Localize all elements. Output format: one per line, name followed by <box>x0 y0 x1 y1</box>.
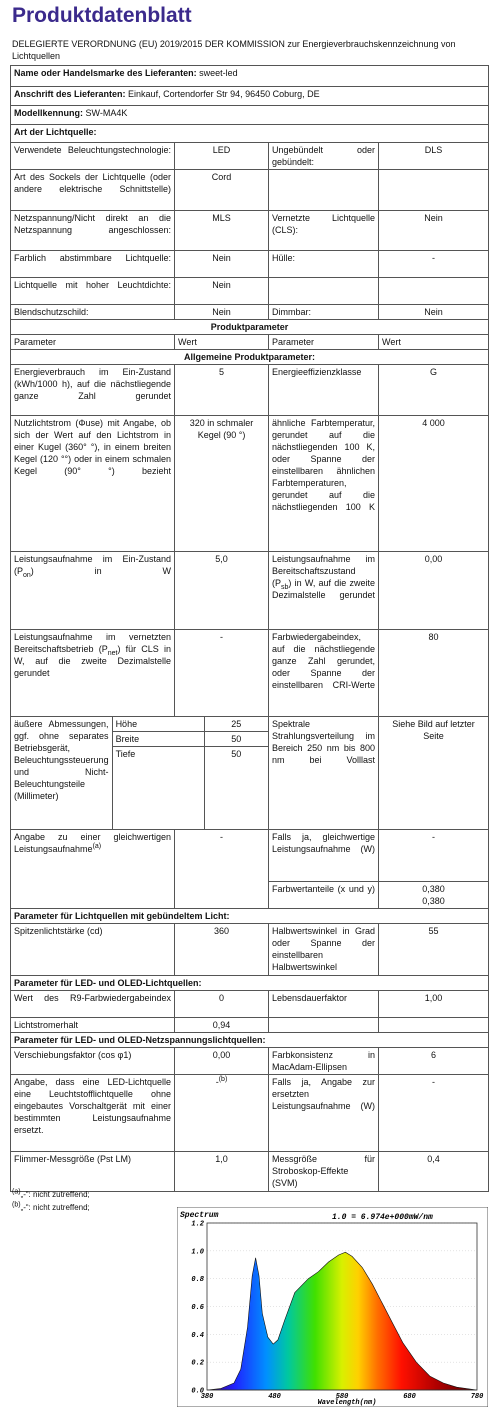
page-title: Produktdatenblatt <box>12 4 192 27</box>
supplier-name-row <box>11 66 489 87</box>
pnet-label-a: Leistungsaufnahme im vernetzten Bereitschaftsbetrieb (P <box>14 632 171 654</box>
maint-value: 0,94 <box>175 1018 269 1033</box>
socket-value: Cord <box>175 170 269 211</box>
r9-value: 0 <box>175 991 269 1018</box>
col-param-1: Parameter <box>11 335 175 350</box>
footnote-b <box>12 1201 90 1214</box>
section-led: Parameter für LED- und OLED-Lichtquellen: <box>11 976 489 991</box>
spectrum-y-tick: 0.0 <box>191 1387 204 1396</box>
tech-label: Verwendete Beleuchtungstechnologie: <box>11 143 175 170</box>
spectrum-x-tick: 780 <box>470 1393 484 1401</box>
footnote-a <box>12 1188 90 1201</box>
width-label: Breite <box>112 732 204 747</box>
section-params: Produktparameter <box>11 320 489 335</box>
peak-value: 360 <box>175 924 269 976</box>
equiv-label <box>11 830 175 909</box>
footnote-b-text: „-“: nicht zutreffend; <box>20 1203 90 1212</box>
section-art: Art der Lichtquelle: <box>11 125 489 143</box>
tech-value: LED <box>175 143 269 170</box>
energy-on-label: Energieverbrauch im Ein-Zustand (kWh/1000 h), auf die nächstliegende ganze Zahl gerundet <box>11 365 175 416</box>
equiv-value: - <box>175 830 269 909</box>
r9-label: Wert des R9-Farbwiedergabeindex <box>11 991 175 1018</box>
envelope-label: Hülle: <box>269 251 379 278</box>
footnotes <box>12 1188 90 1214</box>
spd-label: Spektrale Strahlungsverteilung im Bereich 250 nm bis 800 nm bei Volllast <box>269 717 379 830</box>
color-label: Farblich abstimmbare Lichtquelle: <box>11 251 175 278</box>
spectrum-xlabel: Wavelength(nm) <box>317 1399 377 1407</box>
model-label: Modellkennung: <box>14 108 83 118</box>
col-value-1: Wert <box>175 335 269 350</box>
pf-label: Verschiebungsfaktor (cos φ1) <box>11 1048 175 1075</box>
width-value: 50 <box>204 732 268 747</box>
pnet-value: - <box>175 630 269 717</box>
regulation-intro: DELEGIERTE VERORDNUNG (EU) 2019/2015 DER KOMMISSION zur Energieverbrauchskennzeichnung von Lichtquellen <box>12 39 456 61</box>
envelope-value: - <box>379 251 489 278</box>
chroma-y: 0,380 <box>422 896 445 906</box>
cri-label: Farbwiedergabeindex, auf die nächstliegende ganze Zahl gerundet, oder Spanne der einstellbaren CRI-Werte <box>269 630 379 717</box>
supplier-name-label: Name oder Handelsmarke des Lieferanten: <box>14 68 197 78</box>
footnote-b-mark: (b) <box>12 1201 21 1209</box>
glare-value: Nein <box>175 305 269 320</box>
depth-label: Tiefe <box>112 747 204 830</box>
dimensions-table <box>11 717 268 829</box>
energy-on-value: 5 <box>175 365 269 416</box>
maint-label: Lichtstromerhalt <box>11 1018 175 1033</box>
depth-value: 50 <box>231 749 242 759</box>
spectrum-label: Spectrum <box>180 1211 219 1220</box>
socket-label: Art des Sockels der Lichtquelle (oder andere elektrische Schnittstelle) <box>11 170 175 211</box>
flux-value: 320 in schmaler Kegel (90 °) <box>175 416 269 552</box>
chroma-value <box>379 882 489 909</box>
spectrum-x-tick: 480 <box>268 1393 281 1401</box>
spectrum-y-tick: 1.2 <box>191 1220 204 1229</box>
psb-value: 0,00 <box>379 552 489 630</box>
flicker-label: Flimmer-Messgröße (Pst LM) <box>11 1152 175 1192</box>
spectrum-y-tick: 0.4 <box>191 1331 204 1340</box>
model-value: SW-MA4K <box>85 108 128 118</box>
pnet-label <box>11 630 175 717</box>
psb-label-a: Leistungsaufnahme im Bereitschaftszustand (P <box>272 554 375 588</box>
pnet-sub: net <box>107 649 118 657</box>
spectrum-header: 1.0 = 6.974e+000mW/nm <box>332 1213 433 1222</box>
consist-value: 6 <box>379 1048 489 1075</box>
spectrum-y-tick: 1.0 <box>191 1248 204 1257</box>
flux-label: Nutzlichtstrom (Φuse) mit Angabe, ob sich der Wert auf den Lichtstrom in einer Kugel (360° °), in einem breiten Kegel (120 °°) oder in einem schmalen Kegel (90° °) bezieht <box>11 416 175 552</box>
unfocused-label: Ungebündelt oder gebündelt: <box>269 143 379 170</box>
dim-value: Nein <box>379 305 489 320</box>
svm-value: 0,4 <box>379 1152 489 1192</box>
supplier-address-row <box>11 87 489 106</box>
cls-label: Vernetzte Lichtquelle (CLS): <box>269 211 379 251</box>
col-param-2: Parameter <box>269 335 379 350</box>
psb-label <box>269 552 379 630</box>
unfocused-value: DLS <box>379 143 489 170</box>
dims-label: äußere Abmessungen, ggf. ohne separates Betriebsgerät, Beleuchtungssteuerung und Nicht-Beleuchtungsteile (Millimeter) <box>11 717 112 829</box>
supplier-name-value: sweet-led <box>199 68 238 78</box>
equiv-sup: (a) <box>92 843 102 850</box>
chroma-x: 0,380 <box>422 884 445 894</box>
footnote-a-mark: (a) <box>12 1188 21 1196</box>
spectrum-x-tick: 680 <box>403 1393 416 1401</box>
glare-label: Blendschutzschild: <box>11 305 175 320</box>
dimensions-cell <box>11 717 269 830</box>
pnet-label-b: ) für CLS in W, auf die zweite Dezimalstelle gerundet <box>14 644 171 678</box>
footnote-a-text: „-“: nicht zutreffend; <box>20 1190 90 1199</box>
psb-sub: sb <box>281 583 289 591</box>
color-value: Nein <box>175 251 269 278</box>
equiv2-value: - <box>379 830 489 882</box>
spectrum-chart <box>177 1207 488 1407</box>
psb-label-b: ) in W, auf die zweite Dezimalstelle gerundet <box>272 578 375 600</box>
mains-value: MLS <box>175 211 269 251</box>
spectrum-y-tick: 0.2 <box>191 1359 204 1368</box>
pon-label-a: Leistungsaufnahme im Ein-Zustand (P <box>14 554 171 576</box>
replace2-label: Falls ja, Angabe zur ersetzten Leistungsaufnahme (W) <box>269 1075 379 1152</box>
pon-label-b: ) in W <box>30 566 171 576</box>
section-directional: Parameter für Lichtquellen mit gebündeltem Licht: <box>11 909 489 924</box>
beam-label: Halbwertswinkel in Grad oder Spanne der einstellbaren Halbwertswinkel <box>269 924 379 976</box>
equiv2-label: Falls ja, gleichwertige Leistungsaufnahme (W) <box>269 830 379 882</box>
section-mains: Parameter für LED- und OLED-Netzspannungslichtquellen: <box>11 1033 489 1048</box>
consist-label: Farbkonsistenz in MacAdam-Ellipsen <box>269 1048 379 1075</box>
cls-value: Nein <box>379 211 489 251</box>
spectrum-x-tick: 380 <box>200 1393 214 1401</box>
class-value: G <box>379 365 489 416</box>
hld-label: Lichtquelle mit hoher Leuchtdichte: <box>11 278 175 305</box>
cct-value: 4 000 <box>379 416 489 552</box>
supplier-address-value: Einkauf, Cortendorfer Str 94, 96450 Coburg, DE <box>128 89 320 99</box>
class-label: Energieeffizienzklasse <box>269 365 379 416</box>
pon-sub: on <box>23 571 31 579</box>
spectrum-y-tick: 0.6 <box>191 1304 204 1312</box>
pon-value: 5,0 <box>175 552 269 630</box>
pon-label <box>11 552 175 630</box>
life-value: 1,00 <box>379 991 489 1018</box>
chroma-label: Farbwertanteile (x und y) <box>269 882 379 909</box>
model-row <box>11 106 489 125</box>
replace2-value: - <box>379 1075 489 1152</box>
cri-value: 80 <box>379 630 489 717</box>
dim-label: Dimmbar: <box>269 305 379 320</box>
section-general: Allgemeine Produktparameter: <box>11 350 489 365</box>
pf-value: 0,00 <box>175 1048 269 1075</box>
mains-label: Netzspannung/Nicht direkt an die Netzspannung angeschlossen: <box>11 211 175 251</box>
cct-label: ähnliche Farbtemperatur, gerundet auf die nächstliegenden 100 K, oder Spanne der einstellbaren ähnlichen Farbtemperaturen, gerundet auf die nächstliegenden 100 K <box>269 416 379 552</box>
supplier-address-label: Anschrift des Lieferanten: <box>14 89 126 99</box>
spd-value: Siehe Bild auf letzter Seite <box>379 717 489 830</box>
svm-label: Messgröße für Stroboskop-Effekte (SVM) <box>269 1152 379 1192</box>
life-label: Lebensdauerfaktor <box>269 991 379 1018</box>
replace-value <box>175 1075 269 1152</box>
replace-label: Angabe, dass eine LED-Lichtquelle eine Leuchtstofflichtquelle ohne eingebautes Vorschaltgerät mit einer bestimmten Leistungsaufnahme ersetzt. <box>11 1075 175 1152</box>
data-sheet-table <box>10 65 489 1192</box>
peak-label: Spitzenlichtstärke (cd) <box>11 924 175 976</box>
spectrum-y-tick: 0.8 <box>191 1276 204 1285</box>
height-value: 25 <box>204 717 268 732</box>
replace-value-text: - <box>215 1077 219 1087</box>
height-label: Höhe <box>112 717 204 732</box>
hld-value: Nein <box>175 278 269 305</box>
spectrum-x-tick: 580 <box>335 1393 349 1401</box>
replace-sup: (b) <box>218 1076 228 1083</box>
flicker-value: 1,0 <box>175 1152 269 1192</box>
beam-value: 55 <box>379 924 489 976</box>
equiv-label-text: Angabe zu einer gleichwertigen Leistungsaufnahme <box>14 832 171 854</box>
col-value-2: Wert <box>379 335 489 350</box>
